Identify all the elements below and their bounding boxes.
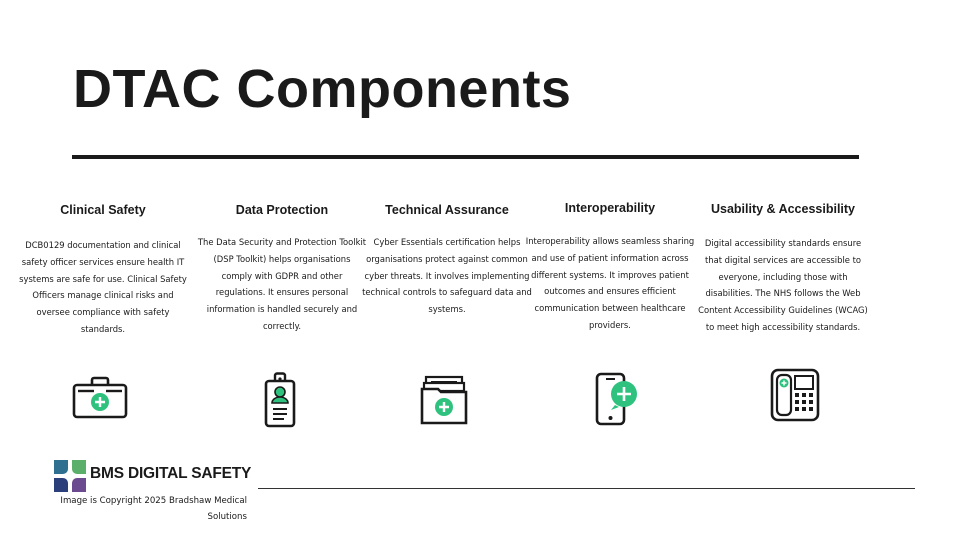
component-technical-assurance: [362, 200, 532, 318]
component-heading: Interoperability: [564, 201, 656, 215]
component-description: DCB0129 documentation and clinical safety officer services ensure health IT systems are safe for use. Clinical Safety Officers manage clinical risks and oversee compliance with safety standards.: [19, 240, 187, 334]
component-heading: Clinical Safety: [60, 203, 146, 217]
id-badge-icon: [264, 372, 296, 428]
medical-folder-icon: [420, 375, 468, 425]
component-description: Interoperability allows seamless sharing and use of patient information across different systems. It improves patient outcomes and ensures efficient communication between healthcare providers.: [525, 236, 695, 330]
medical-kit-icon: [72, 376, 128, 420]
component-usability-accessibility: [698, 199, 868, 336]
component-heading: Data Protection: [235, 203, 329, 217]
title-divider: [72, 155, 859, 159]
medical-phone-icon: [770, 368, 820, 422]
logo-wordmark: BMS DIGITAL SAFETY: [90, 465, 252, 482]
bms-logo-mark-icon: [53, 459, 87, 493]
component-interoperability: [525, 198, 695, 334]
component-heading: Technical Assurance: [385, 203, 509, 217]
component-description: The Data Security and Protection Toolkit (DSP Toolkit) helps organisations comply with GDPR and other regulations. It ensures personal information is handled securely and correctly.: [197, 237, 367, 331]
page-title: DTAC Components: [73, 59, 572, 119]
component-description: Cyber Essentials certification helps organisations protect against common cyber threats. It involves implementing technical controls to safeguard data and systems.: [362, 237, 532, 315]
mobile-health-icon: [595, 372, 641, 428]
copyright-notice: Image is Copyright 2025 Bradshaw Medical Solutions: [60, 496, 247, 522]
component-heading: Usability & Accessibility: [710, 202, 856, 216]
footer-divider: [258, 488, 915, 489]
component-data-protection: [197, 200, 367, 335]
component-clinical-safety: [18, 200, 188, 338]
component-description: Digital accessibility standards ensure that digital services are accessible to everyone, including those with disabilities. The NHS follows the Web Content Accessibility Guidelines (WCAG) to meet high accessibility standards.: [698, 238, 868, 332]
